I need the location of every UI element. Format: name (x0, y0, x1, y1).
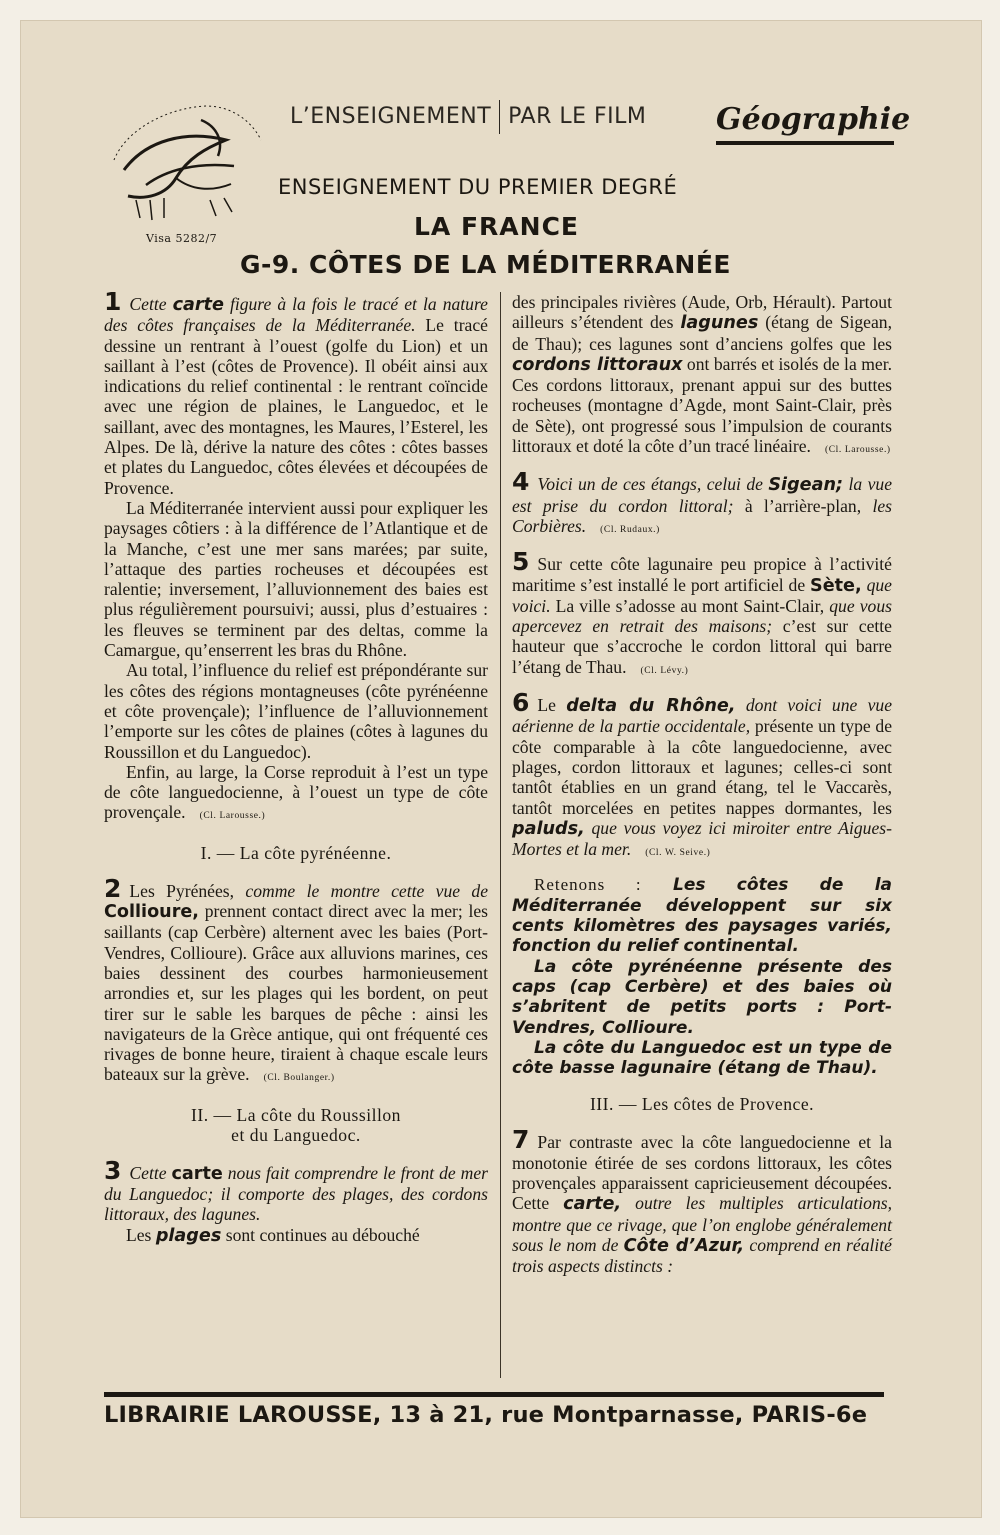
visa-number: Visa 5282/7 (146, 232, 218, 245)
text-span: comprend en réalité trois aspects distincts : (512, 1234, 892, 1277)
summary-box (512, 875, 892, 1078)
series-title (290, 100, 646, 134)
section-heading-2 (104, 1105, 488, 1145)
photo-credit: (Cl. Lévy.) (640, 665, 689, 676)
paragraph-1b: La Méditerranée intervient aussi pour expliquer les paysages côtiers : à la différence de l’Atlantique et de la Manche, c’est une mer sans marées; par suite, l’attaque des parties rocheuses et découpées est ralentie; inversement, l’alluvionnement des baies est plus régulièrement poursuivi; aussi, plus d’estuaires : les fleuves se terminent par des deltas, comme la Camargue, qu’enserrent les bras du Rhône. (104, 497, 488, 661)
section-number-3: 3 (104, 1155, 122, 1185)
text-span: que vous voyez ici miroiter entre Aigues-Mortes et la mer. (512, 817, 892, 860)
education-level: ENSEIGNEMENT DU PREMIER DEGRÉ (278, 175, 678, 199)
series-divider (499, 100, 500, 134)
text-span: à l’arrière-plan, (744, 495, 862, 516)
text-span: c’est sur cette hauteur que s’accroche le cordon littoral qui barre l’étang de Thau. (512, 616, 892, 677)
text-span: Les (126, 1224, 152, 1245)
text-span: Côte d’Azur, (623, 1235, 745, 1256)
text-span: Les Pyrénées, (129, 880, 235, 901)
paragraph-3-continued (512, 292, 892, 460)
text-span: Le tracé dessine un rentrant à l’ouest (golfe du Lion) et un saillant à l’est (côtes de Provence). Il obéit ainsi aux indications du relief continental : le rentrant coïncide avec une région de plaines, le Languedoc, et le saillant, avec des montagnes, les Maures, l’Esterel, les Alpes. De là, dérive la nature des côtes : côtes basses et plates du Languedoc, côtes élevées et découpées de Provence. (104, 315, 488, 498)
text-span: dont voici une vue aérienne de la partie occidentale, (512, 695, 893, 737)
footer-rule (104, 1392, 884, 1397)
right-column (512, 292, 892, 1276)
section-number-5: 5 (512, 547, 530, 577)
summary-lead: Retenons : (534, 875, 642, 895)
text-span: nous fait comprendre le front de mer du Languedoc; il comporte des plages, des cordons littoraux, des lagunes. (104, 1162, 488, 1225)
left-column (104, 287, 489, 1246)
text-span: Cette (129, 294, 167, 314)
text-span: que vous apercevez en retrait des maisons; (512, 595, 892, 637)
section-heading-3: III. — Les côtes de Provence. (589, 1094, 815, 1115)
text-span: ont barrés et isolés de la mer. Ces cordons littoraux, prenant appui sur des buttes rocheuses (montagne d’Agde, mont Saint-Clair, près de Sète), ont progressé sous l’impulsion de courants littoraux et doté la côte d’un tracé linéaire. (512, 353, 892, 457)
subject-label: Géographie (716, 102, 894, 145)
text-span: Le (537, 695, 556, 716)
text-span: sont continues au débouché (225, 1224, 420, 1245)
text-span: Les côtes de la Méditerranée développent sur six cents kilomètres des paysages variés, fonction du relief continental. (512, 875, 893, 957)
photo-credit: (Cl. Larousse.) (199, 811, 266, 822)
text-span: II. — La côte du Roussillon (191, 1104, 401, 1125)
photo-credit: (Cl. W. Seive.) (645, 848, 711, 859)
page-title: G-9. CÔTES DE LA MÉDITERRANÉE (240, 250, 732, 279)
series-title-left: L’ENSEIGNEMENT (290, 104, 492, 129)
text-span: Sigean; (768, 475, 844, 496)
photo-credit: (Cl. Rudaux.) (600, 524, 660, 535)
paragraph-1c: Au total, l’influence du relief est prépondérante sur les côtes des régions montagneuses (côte pyrénéenne et côte provençale); l’influence de l’alluvionnement l’emporte sur les côtes de plaines (côtes à lagunes du Roussillon et du Languedoc). (104, 660, 488, 762)
section-number-1: 1 (104, 287, 122, 316)
text-span: la vue est prise du cordon littoral; (512, 474, 893, 516)
text-span: carte (171, 1163, 223, 1184)
section-number-7: 7 (512, 1125, 530, 1155)
text-span: prennent contact direct avec la mer; les saillants (cap Cerbère) alternent avec les baies (Port-Vendres, Collioure). Grâce aux alluvions marines, ces baies dessinent des courbes harmonieusement arrondies et, sur les plages qui les bordent, on peut tirer sur le sable les barques de pêche : ainsi les navigateurs de la Grèce antique, qui ont fréquenté ces rivages de bonne heure, tiraient à chaque escale leurs bateaux sur la grève. (104, 901, 488, 1085)
paragraph-1 (104, 287, 488, 498)
text-span: lagunes (680, 313, 759, 334)
text-span: présente un type de côte comparable à la côte languedocienne, avec plages, cordon littoraux et lagunes; celles-ci sont tantôt établies en un grand étang, tel le Vaccarès, tantôt morcelées en petites nappes dormantes, les (512, 716, 893, 818)
text-span: Voici un de ces étangs, celui de (537, 474, 763, 495)
paragraph-5 (512, 547, 892, 681)
text-span: plages (155, 1225, 222, 1246)
section-number-4: 4 (512, 467, 530, 497)
column-divider (500, 292, 501, 1378)
text-span: (étang de Sigean, de Thau); ces lagunes sont d’anciens golfes que les (512, 312, 892, 354)
summary-paragraph-2: La côte pyrénéenne présente des caps (cap Cerbère) et des baies où s’abritent de petits ports : Port-Vendres, Collioure. (512, 956, 892, 1038)
section-number-6: 6 (512, 688, 530, 718)
text-span: paluds, (512, 818, 585, 839)
text-span: carte (172, 295, 224, 315)
text-span: et du Languedoc. (231, 1124, 361, 1145)
text-span: comme le montre cette vue de (245, 880, 489, 901)
paragraph-4 (512, 467, 893, 540)
photo-credit: (Cl. Boulanger.) (263, 1073, 335, 1084)
text-span: Enfin, au large, la Corse reproduit à l’est un type de côte languedocienne, à l’ouest un type de côte provençale. (104, 761, 488, 823)
text-span: delta du Rhône, (566, 696, 736, 717)
text-span: Collioure, (104, 902, 199, 923)
text-span: que voici. (512, 574, 892, 616)
text-span: outre les multiples articulations, montre que ce rivage, que l’on englobe généralement sous le nom de (512, 1193, 892, 1255)
series-title-right: PAR LE FILM (508, 104, 647, 129)
paragraph-7 (512, 1125, 892, 1277)
text-span: Sète, (810, 575, 862, 596)
photo-credit: (Cl. Larousse.) (824, 445, 891, 456)
paragraph-6 (512, 688, 893, 863)
country-heading: LA FRANCE (414, 212, 580, 241)
summary-paragraph-3: La côte du Languedoc est un type de côte basse lagunaire (étang de Thau). (512, 1037, 892, 1079)
text-span: des principales rivières (Aude, Orb, Hérault). Partout ailleurs s’étendent des (512, 292, 892, 333)
text-span: figure à la fois le tracé et la nature des côtes françaises de la Méditerranée. (104, 294, 488, 336)
paragraph-2 (104, 873, 489, 1089)
publisher-footer: LIBRAIRIE LAROUSSE, 13 à 21, rue Montparnasse, PARIS-6e (104, 1402, 868, 1428)
sower-emblem-logo (106, 100, 266, 250)
summary-paragraph-1 (512, 875, 892, 956)
paragraph-1d (104, 762, 488, 827)
text-span: Par contraste avec la côte languedocienne et la monotonie étirée de ses cordons littoraux, les côtes provençales apparaissent capricieusement découpées. Cette (512, 1132, 892, 1214)
text-span: cordons littoraux (512, 354, 683, 375)
text-span: La ville s’adosse au mont Saint-Clair, (555, 595, 825, 616)
text-span: Cette (129, 1162, 167, 1183)
text-span: les Corbières. (512, 495, 892, 536)
text-span: carte, (563, 1194, 622, 1215)
paragraph-3 (104, 1155, 488, 1225)
sower-emblem-icon (106, 100, 266, 230)
paragraph-3b (104, 1225, 488, 1246)
section-number-2: 2 (104, 873, 122, 903)
text-span: Sur cette côte lagunaire peu propice à l’activité maritime s’est installé le port artificiel de (512, 554, 892, 595)
section-heading-1: I. — La côte pyrénéenne. (200, 842, 392, 863)
